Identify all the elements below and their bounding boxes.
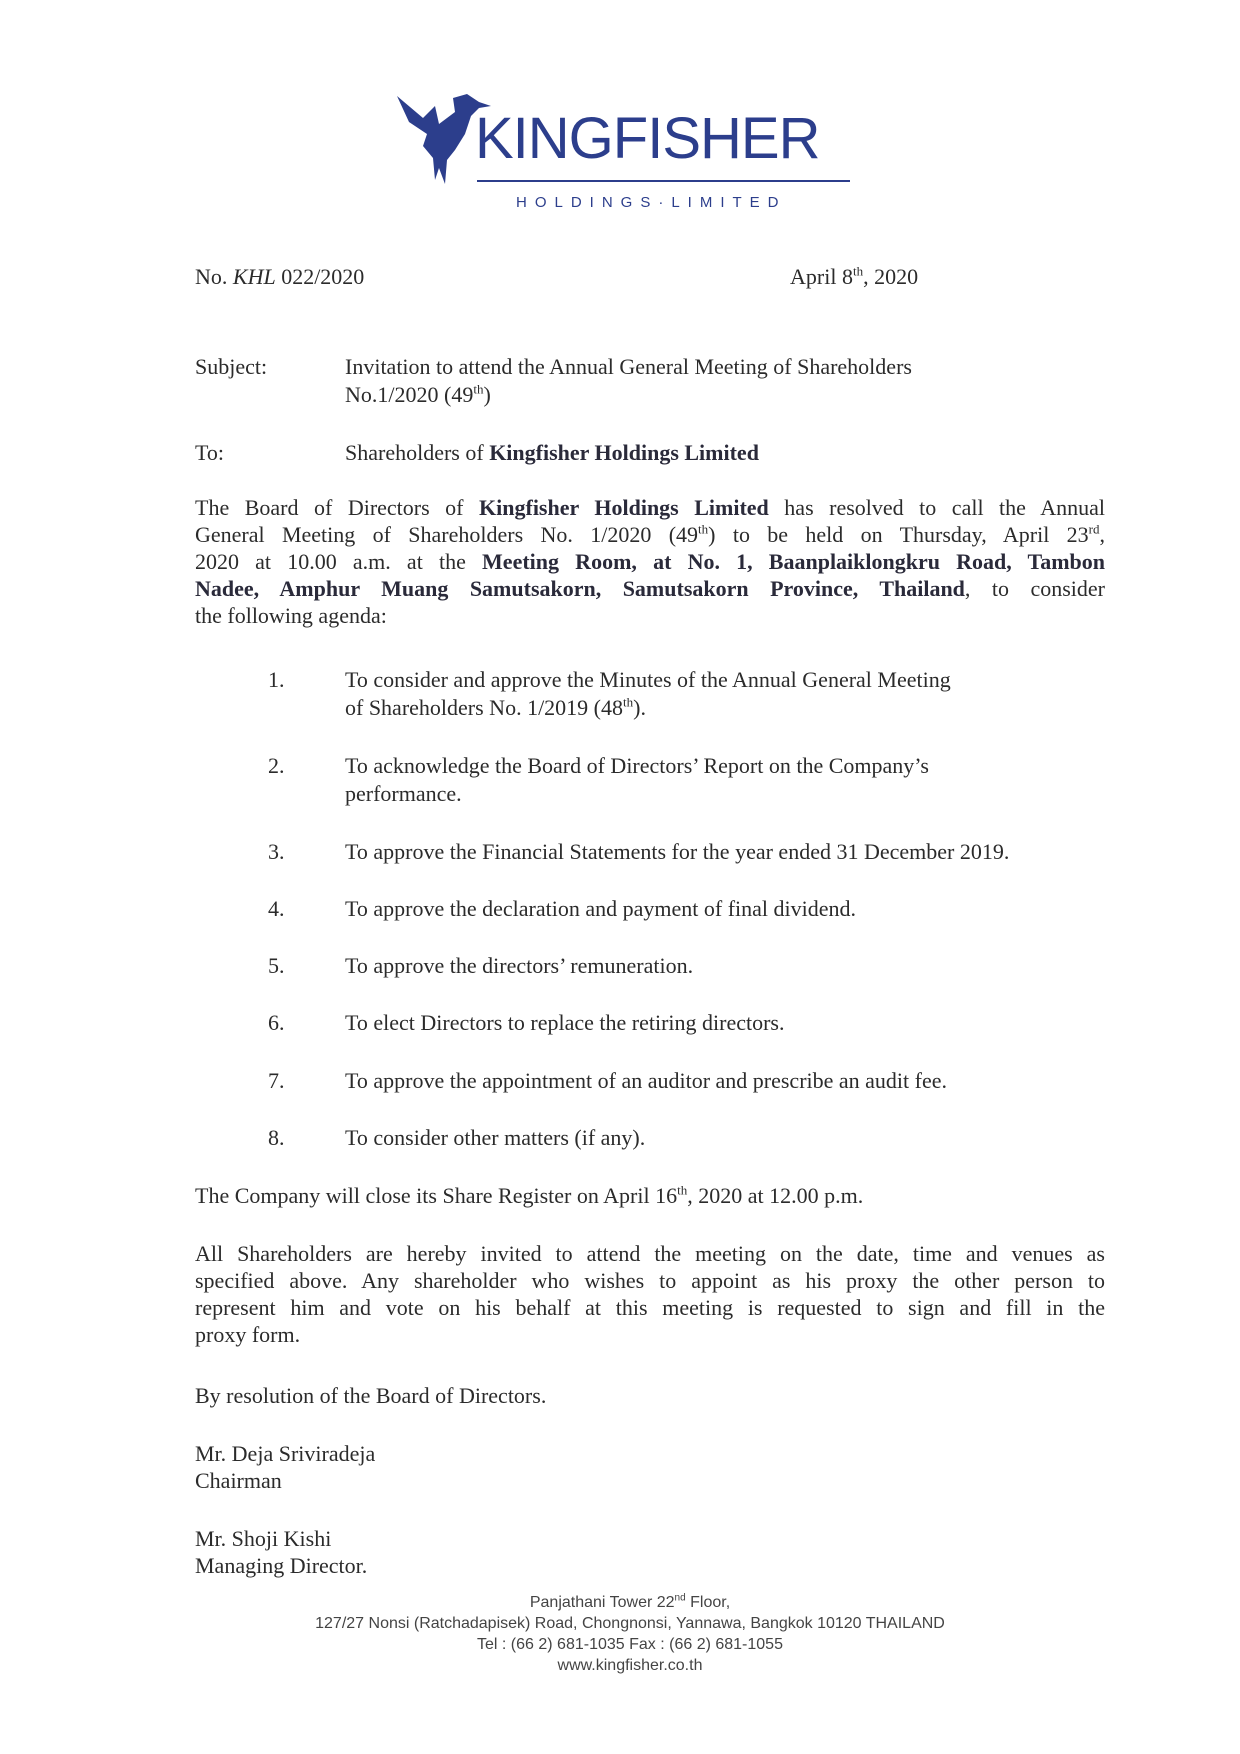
- intro-paragraph: [195, 494, 1105, 629]
- agenda-number: 4.: [268, 896, 285, 921]
- footer-building: Panjathani Tower 22nd Floor,: [529, 1592, 731, 1611]
- agenda-number: 8.: [268, 1125, 285, 1150]
- footer-phone: Tel : (66 2) 681-1035 Fax : (66 2) 681-1055: [477, 1636, 783, 1653]
- register-notice: The Company will close its Share Register on April 16th, 2020 at 12.00 p.m.: [195, 1182, 864, 1208]
- agenda-item: To consider and approve the Minutes of the Annual General Meeting: [345, 667, 951, 692]
- invitation-line: All Shareholders are hereby invited to attend the meeting on the date, time and venues as: [195, 1241, 1105, 1266]
- signatory-name: Mr. Shoji Kishi: [195, 1526, 332, 1551]
- intro-line: Nadee, Amphur Muang Samutsakorn, Samutsakorn Province, Thailand, to consider: [195, 576, 1105, 601]
- agenda-item-cont: of Shareholders No. 1/2019 (48th).: [345, 694, 646, 720]
- intro-line: the following agenda:: [195, 603, 387, 628]
- letterhead-footer: [190, 1592, 1070, 1676]
- agenda-item: To approve the directors’ remuneration.: [345, 953, 694, 978]
- letter-date: April 8th, 2020: [790, 263, 919, 289]
- intro-line: General Meeting of Shareholders No. 1/2020 (49th) to be held on Thursday, April 23rd,: [195, 521, 1105, 547]
- intro-line: 2020 at 10.00 a.m. at the Meeting Room, at No. 1, Baanplaiklongkru Road, Tambon: [195, 549, 1106, 574]
- agenda-item: To approve the declaration and payment of final dividend.: [345, 896, 857, 921]
- recipient-label: To:: [195, 440, 225, 465]
- invitation-paragraph: [195, 1240, 1105, 1348]
- invitation-line: proxy form.: [195, 1322, 301, 1347]
- signatory-name: Mr. Deja Sriviradeja: [195, 1441, 376, 1466]
- agenda-item: To consider other matters (if any).: [345, 1125, 646, 1150]
- signatory-title: Chairman: [195, 1468, 282, 1493]
- reference-number: No. KHL 022/2020: [195, 264, 365, 289]
- agenda-item-cont: performance.: [345, 781, 462, 806]
- agenda-item: To approve the Financial Statements for the year ended 31 December 2019.: [345, 839, 1010, 864]
- agenda-item: To acknowledge the Board of Directors’ Report on the Company’s: [345, 753, 929, 778]
- resolution-line: By resolution of the Board of Directors.: [195, 1383, 547, 1408]
- agenda-number: 6.: [268, 1010, 285, 1035]
- logo-divider: [477, 180, 850, 182]
- signatory-title: Managing Director.: [195, 1553, 368, 1578]
- agenda-number: 5.: [268, 953, 285, 978]
- footer-address: 127/27 Nonsi (Ratchadapisek) Road, Chongnonsi, Yannawa, Bangkok 10120 THAILAND: [315, 1615, 945, 1632]
- company-logo: [395, 88, 915, 218]
- subject-label: Subject:: [195, 354, 268, 379]
- recipient: Shareholders of Kingfisher Holdings Limited: [345, 440, 759, 465]
- logo-subtitle: HOLDINGS·LIMITED: [516, 194, 787, 211]
- agenda-number: 7.: [268, 1068, 285, 1093]
- subject-line-1: Invitation to attend the Annual General Meeting of Shareholders: [345, 354, 912, 379]
- agenda-number: 2.: [268, 753, 285, 778]
- invitation-line: represent him and vote on his behalf at this meeting is requested to sign and fill in the: [195, 1295, 1105, 1320]
- agenda-item: To approve the appointment of an auditor and prescribe an audit fee.: [345, 1068, 948, 1093]
- intro-line: The Board of Directors of Kingfisher Holdings Limited has resolved to call the Annual: [195, 495, 1105, 520]
- logo-wordmark: KINGFISHER: [475, 106, 820, 171]
- agenda-item: To elect Directors to replace the retiring directors.: [345, 1010, 785, 1035]
- invitation-line: specified above. Any shareholder who wishes to appoint as his proxy the other person to: [195, 1268, 1105, 1293]
- footer-website: www.kingfisher.co.th: [557, 1657, 703, 1674]
- subject-line-2: No.1/2020 (49th): [345, 381, 491, 407]
- agenda-number: 1.: [268, 667, 285, 692]
- agenda-number: 3.: [268, 839, 285, 864]
